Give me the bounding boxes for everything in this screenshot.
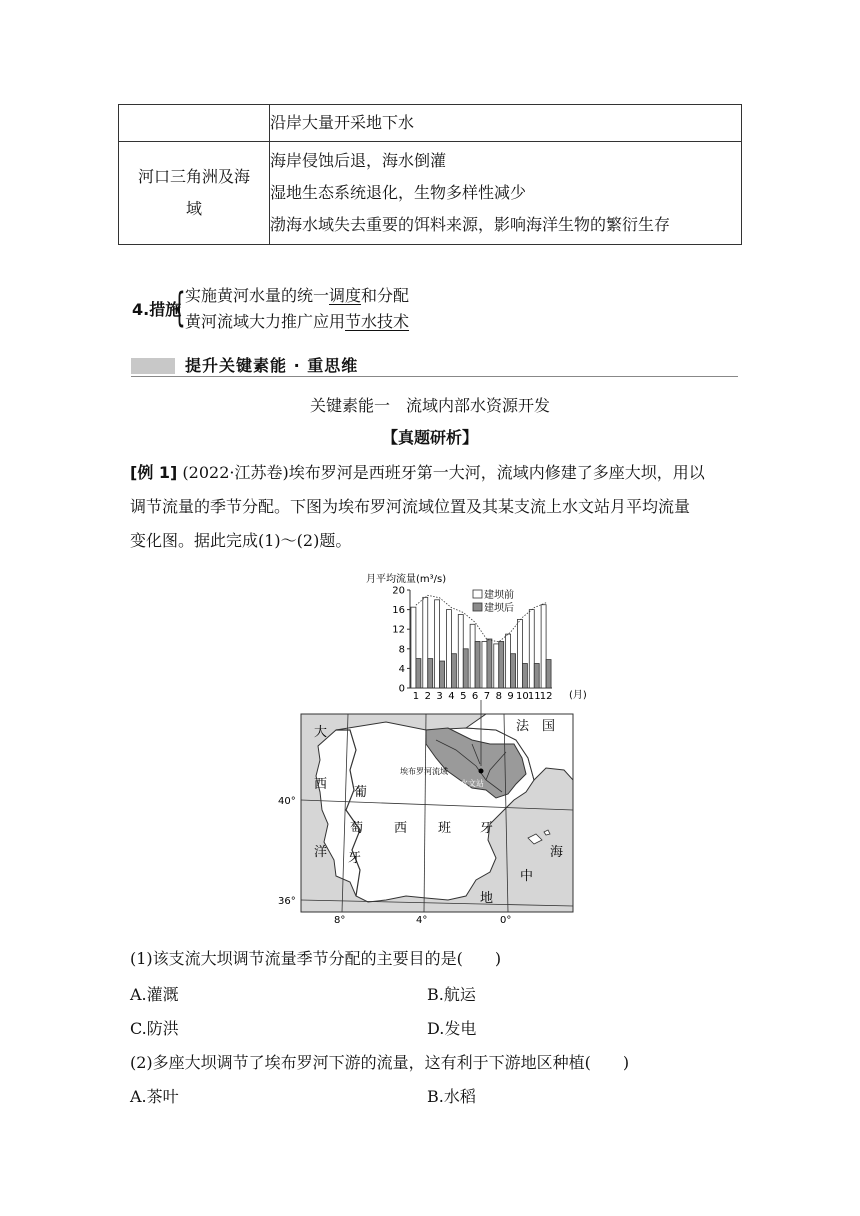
measure-underlined: 调度 bbox=[329, 286, 362, 305]
flow-chart bbox=[360, 566, 600, 706]
x-tick-label: 6 bbox=[471, 691, 479, 702]
x-tick-label: 2 bbox=[424, 691, 431, 702]
table-row bbox=[119, 142, 742, 245]
y-tick-label: 20 bbox=[392, 585, 405, 597]
bar-before bbox=[423, 597, 428, 688]
measures-label: 4.措施 bbox=[132, 300, 182, 319]
impact-table bbox=[118, 104, 742, 245]
y-tick-label: 12 bbox=[392, 624, 405, 636]
measure-text: 实施黄河水量的统一 bbox=[185, 286, 330, 305]
category-line: 域 bbox=[185, 199, 202, 218]
bar-before bbox=[446, 610, 451, 688]
option: C.防洪 bbox=[130, 1019, 179, 1038]
bar-before bbox=[482, 641, 487, 688]
map-label: 法 国 bbox=[516, 719, 556, 734]
bar-before bbox=[541, 605, 546, 688]
chart-xlabel: (月) bbox=[569, 690, 587, 701]
brace-icon: { bbox=[173, 285, 186, 331]
bar-after bbox=[487, 639, 492, 688]
map-label: 班 bbox=[438, 821, 452, 836]
example-line bbox=[130, 456, 742, 490]
option: B.航运 bbox=[427, 985, 476, 1004]
map-label: 萄 bbox=[350, 821, 364, 836]
table-desc-cell bbox=[270, 142, 742, 245]
map-label: 中 bbox=[520, 869, 534, 884]
map-label: 牙 bbox=[348, 851, 362, 866]
y-tick-label: 0 bbox=[398, 683, 405, 695]
iberia-map bbox=[276, 700, 586, 928]
bar-before bbox=[411, 607, 416, 688]
example-tag: [例 1] bbox=[130, 463, 178, 482]
table-row bbox=[119, 105, 742, 142]
map-label: 牙 bbox=[480, 821, 494, 836]
y-tick-label: 8 bbox=[398, 644, 405, 656]
example-line: 变化图。据此完成(1)～(2)题。 bbox=[130, 531, 352, 550]
option: D.发电 bbox=[427, 1019, 477, 1038]
option: A.灌溉 bbox=[130, 985, 179, 1004]
bar-after bbox=[499, 641, 504, 688]
header-bar-block bbox=[131, 358, 175, 374]
table-item: 渤海水域失去重要的饵料来源，影响海洋生物的繁衍生存 bbox=[270, 215, 671, 234]
lon-label: 4° bbox=[416, 915, 428, 926]
analysis-title: 【真题研析】 bbox=[381, 428, 478, 447]
category-line: 河口三角洲及海 bbox=[137, 167, 250, 186]
bar-after bbox=[546, 660, 551, 688]
x-tick-label: 5 bbox=[460, 691, 467, 702]
bar-after bbox=[428, 659, 433, 688]
question-2: (2)多座大坝调节了埃布罗河下游的流量，这有利于下游地区种植( ) bbox=[130, 1053, 630, 1072]
legend-swatch-before bbox=[473, 590, 482, 598]
map-label-basin: 埃布罗河流域 bbox=[400, 767, 448, 776]
legend-label-after: 建坝后 bbox=[484, 603, 514, 614]
bar-after bbox=[416, 659, 421, 688]
measure-line bbox=[185, 283, 409, 309]
legend-swatch-after bbox=[473, 603, 482, 611]
x-tick-label: 10 bbox=[516, 691, 529, 702]
measure-underlined: 节水技术 bbox=[345, 312, 410, 331]
bar-before bbox=[517, 619, 522, 688]
section-title: 提升关键素能 · 重思维 bbox=[185, 356, 359, 375]
option: B.水稻 bbox=[427, 1087, 476, 1106]
x-tick-label: 1 bbox=[412, 691, 420, 702]
legend-label-before: 建坝前 bbox=[484, 590, 514, 601]
section-header bbox=[131, 355, 738, 377]
example-line: 调节流量的季节分配。下图为埃布罗河流域位置及其某支流上水文站月平均流量 bbox=[130, 497, 691, 516]
option: A.茶叶 bbox=[130, 1087, 179, 1106]
lat-label: 40° bbox=[278, 796, 296, 807]
map-label-station: 水文站 bbox=[460, 779, 484, 788]
map-label: 大 bbox=[314, 725, 328, 740]
bar-after bbox=[522, 664, 527, 689]
station-dot bbox=[479, 769, 484, 774]
map-label: 西 bbox=[314, 777, 328, 792]
x-tick-label: 3 bbox=[436, 691, 443, 702]
table-category-cell bbox=[119, 142, 270, 245]
measure-line bbox=[185, 309, 409, 335]
x-tick-label: 12 bbox=[539, 691, 553, 702]
measure-text: 黄河流域大力推广应用 bbox=[185, 312, 346, 331]
map-label: 西 bbox=[394, 821, 408, 836]
table-item: 海岸侵蚀后退，海水倒灌 bbox=[270, 151, 447, 170]
map-label: 地 bbox=[480, 891, 494, 906]
bar-after bbox=[440, 661, 445, 688]
lon-label: 0° bbox=[500, 915, 512, 926]
map-label: 葡 bbox=[354, 785, 368, 800]
bar-after bbox=[451, 654, 456, 688]
table-item: 沿岸大量开采地下水 bbox=[270, 113, 415, 132]
chart-ylabel: 月平均流量(m³/s) bbox=[366, 574, 447, 585]
lat-label: 36° bbox=[278, 896, 296, 907]
example-paragraph bbox=[130, 456, 742, 558]
x-tick-label: 9 bbox=[507, 691, 514, 702]
y-tick-label: 16 bbox=[392, 605, 405, 617]
map-label: 海 bbox=[550, 845, 564, 860]
bar-before bbox=[529, 610, 534, 688]
bar-before bbox=[435, 600, 440, 688]
lon-label: 8° bbox=[334, 915, 346, 926]
example-text: (2022·江苏卷)埃布罗河是西班牙第一大河，流域内修建了多座大坝，用以 bbox=[177, 463, 705, 482]
x-tick-label: 11 bbox=[527, 691, 541, 702]
bar-before bbox=[494, 644, 499, 688]
x-tick-label: 4 bbox=[448, 691, 455, 702]
bar-before bbox=[470, 624, 475, 688]
y-tick-label: 4 bbox=[398, 663, 405, 675]
header-divider bbox=[131, 376, 738, 377]
bar-after bbox=[463, 649, 468, 688]
bar-after bbox=[475, 641, 480, 688]
bar-after bbox=[534, 664, 539, 689]
table-category-cell bbox=[119, 105, 270, 142]
question-1: (1)该支流大坝调节流量季节分配的主要目的是( ) bbox=[130, 949, 502, 968]
x-tick-label: 8 bbox=[495, 691, 502, 702]
bar-before bbox=[458, 615, 463, 689]
measure-text: 和分配 bbox=[361, 286, 410, 305]
measures-block bbox=[132, 283, 452, 337]
bar-after bbox=[511, 654, 516, 688]
subsection-title: 关键素能一 流域内部水资源开发 bbox=[309, 396, 550, 415]
x-tick-label: 7 bbox=[483, 691, 491, 702]
map-label: 洋 bbox=[314, 845, 328, 860]
bar-before bbox=[506, 634, 511, 688]
table-desc-cell bbox=[270, 105, 742, 142]
table-item: 湿地生态系统退化，生物多样性减少 bbox=[270, 183, 527, 202]
